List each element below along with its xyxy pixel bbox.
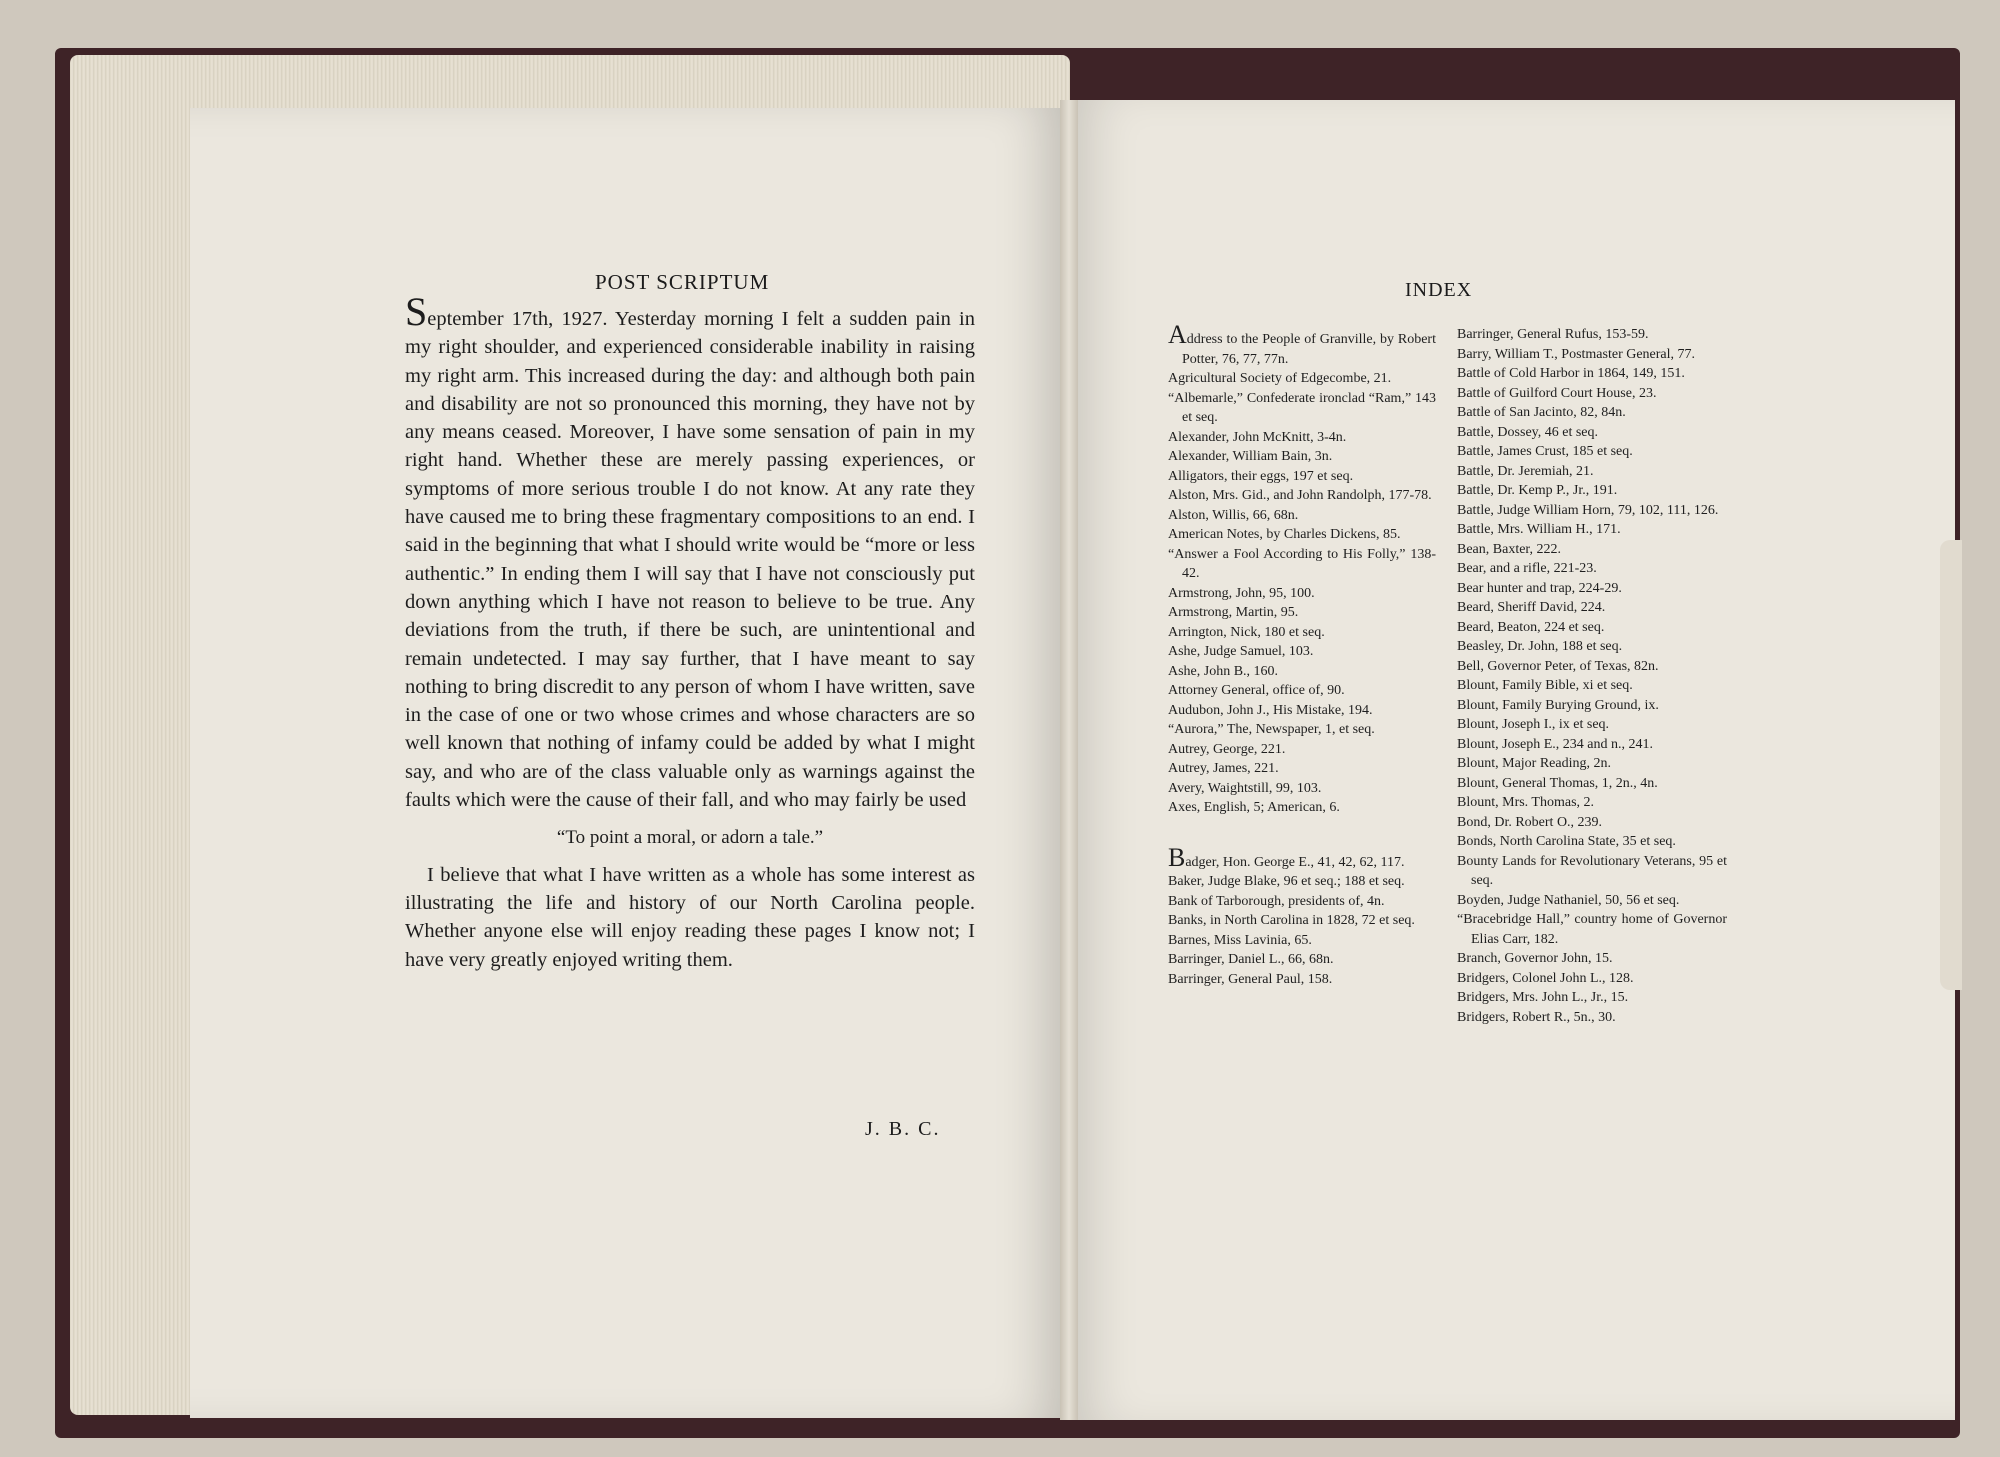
index-entry: Ashe, Judge Samuel, 103. bbox=[1168, 644, 1314, 659]
index-entry: “Bracebridge Hall,” country home of Governor Elias Carr, 182. bbox=[1457, 912, 1727, 947]
index-entry: Bank of Tarborough, presidents of, 4n. bbox=[1168, 893, 1385, 909]
paragraph-1-text: eptember 17th, 1927. Yesterday morning I felt a sudden pain in my right shoulder, and experienced considerable inability in raising my right arm. This increased during the day: and although both pain and disability are not so pronounced this morning, they have not by any means ceased. Moreover, I have some sensation of pain in my right hand. Whether these are merely passing experiences, or symptoms of more serious trouble I do not know. At any rate they have caused me to bring these fragmentary compositions to an end. I said in the beginning that what I should write would be “more or less authentic.” In ending them I will say that I have not consciously put down anything which I have not reason to believe to be true. Any deviations from the truth, if there be such, are unintentional and remain undetected. I may say further, that I have meant to say nothing to bring discredit to any person of whom I have written, save in the case of one or two whose crimes and whose characters are so well known that nothing of infamy could be added by what I might say, and who are of the class valuable only as warnings against the faults which were the cause of their fall, and who may fairly be used bbox=[405, 308, 975, 812]
index-group-b-cont bbox=[1457, 325, 1727, 1027]
index-title: INDEX bbox=[1405, 279, 1473, 301]
index-entry: Alexander, John McKnitt, 3-4n. bbox=[1168, 429, 1347, 445]
index-entry: Ashe, John B., 160. bbox=[1168, 663, 1279, 679]
paragraph-1 bbox=[405, 289, 975, 814]
post-scriptum-body bbox=[405, 289, 975, 974]
index-entry: Avery, Waightstill, 99, 103. bbox=[1168, 780, 1322, 796]
index-entry: Autrey, James, 221. bbox=[1168, 761, 1279, 776]
index-entry: “Aurora,” The, Newspaper, 1, et seq. bbox=[1168, 722, 1375, 737]
index-column-1 bbox=[1168, 320, 1436, 989]
index-entry: Blount, Major Reading, 2n. bbox=[1457, 756, 1611, 771]
index-entry bbox=[1168, 320, 1436, 369]
index-entry: Bear hunter and trap, 224-29. bbox=[1457, 580, 1622, 596]
index-entry: Axes, English, 5; American, 6. bbox=[1168, 800, 1340, 815]
index-entry: Battle, Mrs. William H., 171. bbox=[1457, 522, 1621, 537]
index-entry: Alexander, William Bain, 3n. bbox=[1168, 449, 1333, 464]
index-entry: Bonds, North Carolina State, 35 et seq. bbox=[1457, 834, 1676, 849]
index-entry: Bond, Dr. Robert O., 239. bbox=[1457, 814, 1603, 830]
index-entry: Bridgers, Colonel John L., 128. bbox=[1457, 970, 1634, 986]
index-entry: Barnes, Miss Lavinia, 65. bbox=[1168, 932, 1312, 948]
index-entry: Beasley, Dr. John, 188 et seq. bbox=[1457, 639, 1623, 654]
index-entry: Bridgers, Robert R., 5n., 30. bbox=[1457, 1009, 1616, 1025]
section-cap-a: A bbox=[1168, 320, 1187, 349]
index-entry: American Notes, by Charles Dickens, 85. bbox=[1168, 527, 1401, 542]
index-entry: Blount, Family Burying Ground, ix. bbox=[1457, 697, 1659, 713]
index-entry: Battle of San Jacinto, 82, 84n. bbox=[1457, 405, 1626, 420]
index-entry: Arrington, Nick, 180 et seq. bbox=[1168, 624, 1325, 640]
index-entry: Agricultural Society of Edgecombe, 21. bbox=[1168, 371, 1392, 386]
section-cap-b: B bbox=[1168, 842, 1186, 872]
index-entry: Blount, Joseph E., 234 and n., 241. bbox=[1457, 736, 1653, 752]
drop-cap: S bbox=[405, 289, 428, 334]
index-entry: Blount, Mrs. Thomas, 2. bbox=[1457, 795, 1595, 810]
index-entry: Armstrong, Martin, 95. bbox=[1168, 605, 1299, 620]
index-entry: Bounty Lands for Revolutionary Veterans, 95 et seq. bbox=[1457, 853, 1727, 888]
torn-page-edge bbox=[1940, 540, 1962, 990]
index-entry: “Answer a Fool According to His Folly,” 138-42. bbox=[1168, 546, 1436, 581]
index-group-b bbox=[1168, 872, 1436, 989]
index-entry: Attorney General, office of, 90. bbox=[1168, 683, 1345, 698]
post-scriptum-title: POST SCRIPTUM bbox=[595, 270, 770, 294]
index-entry: Armstrong, John, 95, 100. bbox=[1168, 585, 1315, 601]
index-entry: Bridgers, Mrs. John L., Jr., 15. bbox=[1457, 990, 1629, 1005]
paragraph-2: I believe that what I have written as a whole has some interest as illustrating the life and history of our North Carolina people. Whether anyone else will enjoy reading these pages I know not; I have very greatly enjoyed writing them. bbox=[405, 863, 975, 971]
index-entry: Bell, Governor Peter, of Texas, 82n. bbox=[1457, 658, 1659, 674]
index-column-2 bbox=[1457, 325, 1727, 1027]
index-group-a bbox=[1168, 369, 1436, 818]
index-entry-text: ddress to the People of Granville, by Robert Potter, 76, 77, 77n. bbox=[1182, 332, 1436, 367]
signature: J. B. C. bbox=[865, 1118, 941, 1140]
index-entry: Bear, and a rifle, 221-23. bbox=[1457, 561, 1597, 576]
index-entry: Baker, Judge Blake, 96 et seq.; 188 et seq. bbox=[1168, 874, 1405, 889]
index-entry: Bean, Baxter, 222. bbox=[1457, 541, 1562, 557]
index-entry: Barringer, General Paul, 158. bbox=[1168, 971, 1333, 987]
index-entry: Battle, James Crust, 185 et seq. bbox=[1457, 444, 1633, 459]
index-entry: Battle, Judge William Horn, 79, 102, 111, 126. bbox=[1457, 502, 1719, 518]
index-entry: Battle, Dr. Kemp P., Jr., 191. bbox=[1457, 483, 1618, 498]
index-entry: Branch, Governor John, 15. bbox=[1457, 951, 1613, 966]
index-entry: Audubon, John J., His Mistake, 194. bbox=[1168, 702, 1373, 718]
index-entry: Battle of Guilford Court House, 23. bbox=[1457, 385, 1657, 401]
index-entry: Banks, in North Carolina in 1828, 72 et seq. bbox=[1168, 913, 1415, 928]
index-entry: Blount, General Thomas, 1, 2n., 4n. bbox=[1457, 775, 1658, 791]
index-entry: Alston, Mrs. Gid., and John Randolph, 177-78. bbox=[1168, 488, 1432, 503]
index-entry: “Albemarle,” Confederate ironclad “Ram,” 143 et seq. bbox=[1168, 390, 1436, 425]
index-entry bbox=[1168, 842, 1436, 873]
index-entry: Alston, Willis, 66, 68n. bbox=[1168, 507, 1299, 523]
index-entry: Blount, Joseph I., ix et seq. bbox=[1457, 717, 1610, 732]
index-entry: Beard, Beaton, 224 et seq. bbox=[1457, 619, 1605, 635]
index-entry: Battle, Dr. Jeremiah, 21. bbox=[1457, 463, 1594, 479]
index-entry: Autrey, George, 221. bbox=[1168, 741, 1286, 757]
quote: “To point a moral, or adorn a tale.” bbox=[556, 827, 824, 849]
index-entry: Barringer, Daniel L., 66, 68n. bbox=[1168, 952, 1334, 967]
index-entry: Battle, Dossey, 46 et seq. bbox=[1457, 424, 1599, 440]
index-entry-text: adger, Hon. George E., 41, 42, 62, 117. bbox=[1185, 854, 1405, 870]
index-entry: Beard, Sheriff David, 224. bbox=[1457, 600, 1606, 615]
index-entry: Battle of Cold Harbor in 1864, 149, 151. bbox=[1457, 366, 1685, 381]
index-entry: Blount, Family Bible, xi et seq. bbox=[1457, 678, 1633, 693]
index-entry: Boyden, Judge Nathaniel, 50, 56 et seq. bbox=[1457, 892, 1680, 908]
index-entry: Alligators, their eggs, 197 et seq. bbox=[1168, 468, 1354, 484]
book-gutter bbox=[1060, 100, 1078, 1420]
section-gap bbox=[1168, 818, 1436, 848]
index-entry: Barringer, General Rufus, 153-59. bbox=[1457, 327, 1649, 342]
index-entry: Barry, William T., Postmaster General, 77. bbox=[1457, 346, 1696, 362]
